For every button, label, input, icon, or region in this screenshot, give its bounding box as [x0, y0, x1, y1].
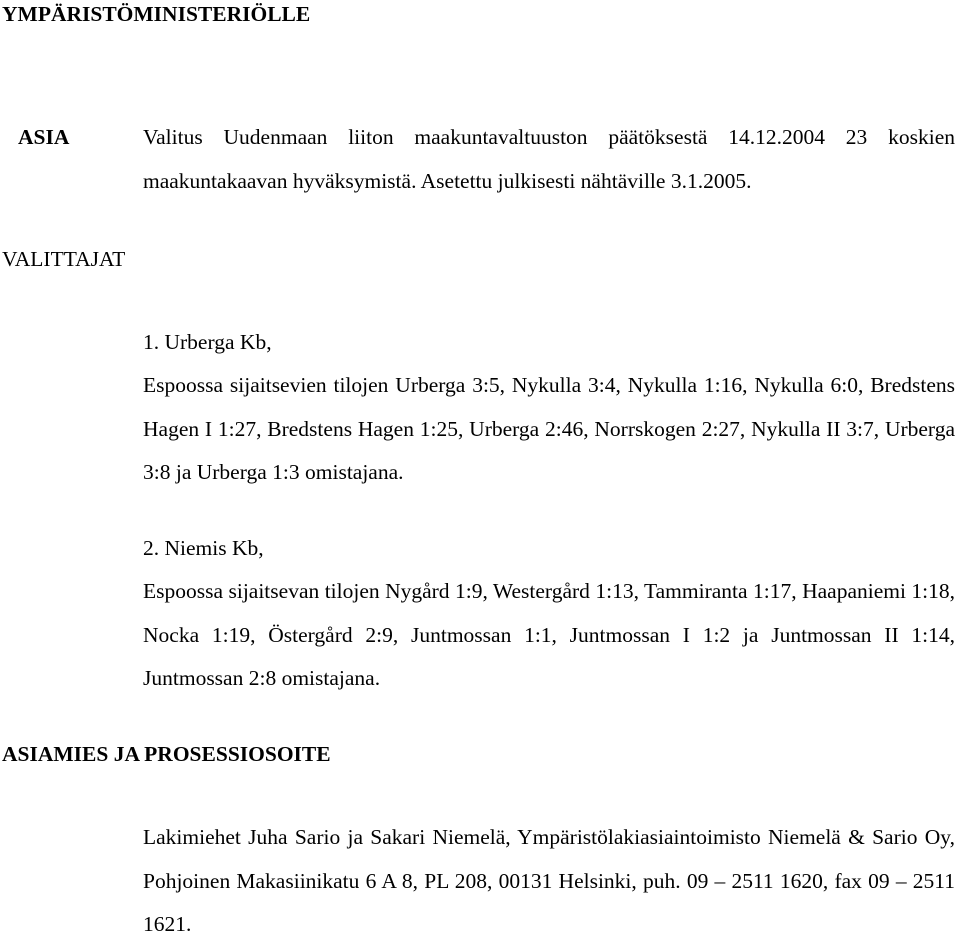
valittaja-1-text: Espoossa sijaitsevien tilojen Urberga 3:5, Nykulla 3:4, Nykulla 1:16, Nykulla 6:0, Bredstens Hagen I 1:27, Bredstens Hagen 1:25, Urberga 2:46, Norrskogen 2:27, Nykulla II 3:7, Urberga 3:8 ja Urberga 1:3 omistajana. — [143, 373, 955, 484]
valittaja-1-title: 1. Urberga Kb, — [143, 330, 272, 354]
valittaja-2-title: 2. Niemis Kb, — [143, 536, 264, 560]
document-title: YMPÄRISTÖMINISTERIÖLLE — [2, 2, 311, 26]
valittajat-label: VALITTAJAT — [2, 247, 126, 271]
asiamies-label: ASIAMIES JA PROSESSIOSOITE — [2, 742, 331, 766]
asiamies-text: Lakimiehet Juha Sario ja Sakari Niemelä, Ympäristölakiasiaintoimisto Niemelä & Sario Oy, Pohjoinen Makasiinikatu 6 A 8, PL 208, 00131 Helsinki, puh. 09 – 2511 1620, fax 09 – 2511 1621. — [143, 825, 955, 936]
asia-label: ASIA — [18, 125, 70, 149]
valittaja-2-text: Espoossa sijaitsevan tilojen Nygård 1:9, Westergård 1:13, Tammiranta 1:17, Haapaniemi 1:18, Nocka 1:19, Östergård 2:9, Juntmossan 1:1, Juntmossan I 1:2 ja Juntmossan II 1:14, Juntmossan 2:8 omistajana. — [143, 579, 955, 690]
asia-text: Valitus Uudenmaan liiton maakuntavaltuuston päätöksestä 14.12.2004 23 koskien maakuntakaavan hyväksymistä. Asetettu julkisesti nähtäville 3.1.2005. — [143, 125, 955, 193]
